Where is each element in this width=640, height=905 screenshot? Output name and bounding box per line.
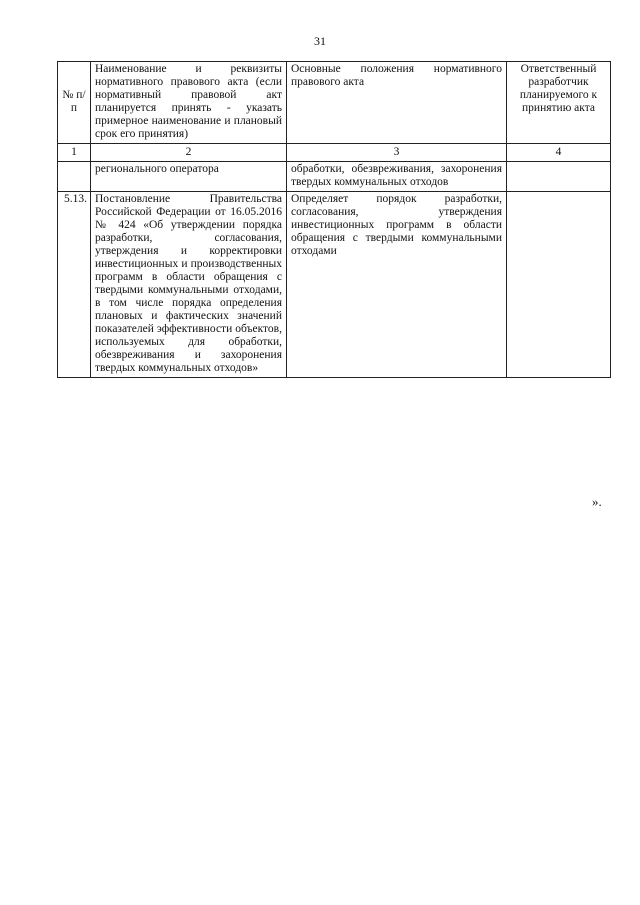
header-developer: Ответственный разработчик планируемого к принятию акта: [507, 62, 611, 144]
closing-quote-mark: ».: [592, 494, 602, 509]
table-row: [58, 162, 611, 192]
row-number: [58, 162, 91, 192]
column-number: 1: [58, 144, 91, 162]
column-number: 4: [507, 144, 611, 162]
act-name-cell: Постановление Правительства Российской Федерации от 16.05.2016 № 424 «Об утверждении порядка разработки, согласования, утверждения и корректировки инвестиционных и производственных программ в области обращения с твердыми коммунальными отходами, в том числе порядка определения плановых и фактических значений показателей эффективности объектов, используемых для обработки, обезвреживания и захоронения твердых коммунальных отходов»: [91, 192, 287, 378]
header-act-name: Наименование и реквизиты нормативного правового акта (если нормативный правовой акт планируется принять - указать примерное наименование и плановый срок его принятия): [91, 62, 287, 144]
table-row: [58, 192, 611, 378]
developer-cell: [507, 192, 611, 378]
act-name-cell: регионального оператора: [91, 162, 287, 192]
page-number: 31: [314, 34, 326, 48]
column-number: 3: [287, 144, 507, 162]
column-number-row: [58, 144, 611, 162]
provisions-cell: Определяет порядок разработки, согласования, утверждения инвестиционных программ в области обращения с твердыми коммунальными отходами: [287, 192, 507, 378]
column-number: 2: [91, 144, 287, 162]
header-provisions: Основные положения нормативного правового акта: [287, 62, 507, 144]
row-number: 5.13.: [58, 192, 91, 378]
developer-cell: [507, 162, 611, 192]
table-header-row: [58, 62, 611, 144]
legal-acts-table: [57, 61, 611, 378]
header-number: № п/п: [58, 62, 91, 144]
provisions-cell: обработки, обезвреживания, захоронения твердых коммунальных отходов: [287, 162, 507, 192]
